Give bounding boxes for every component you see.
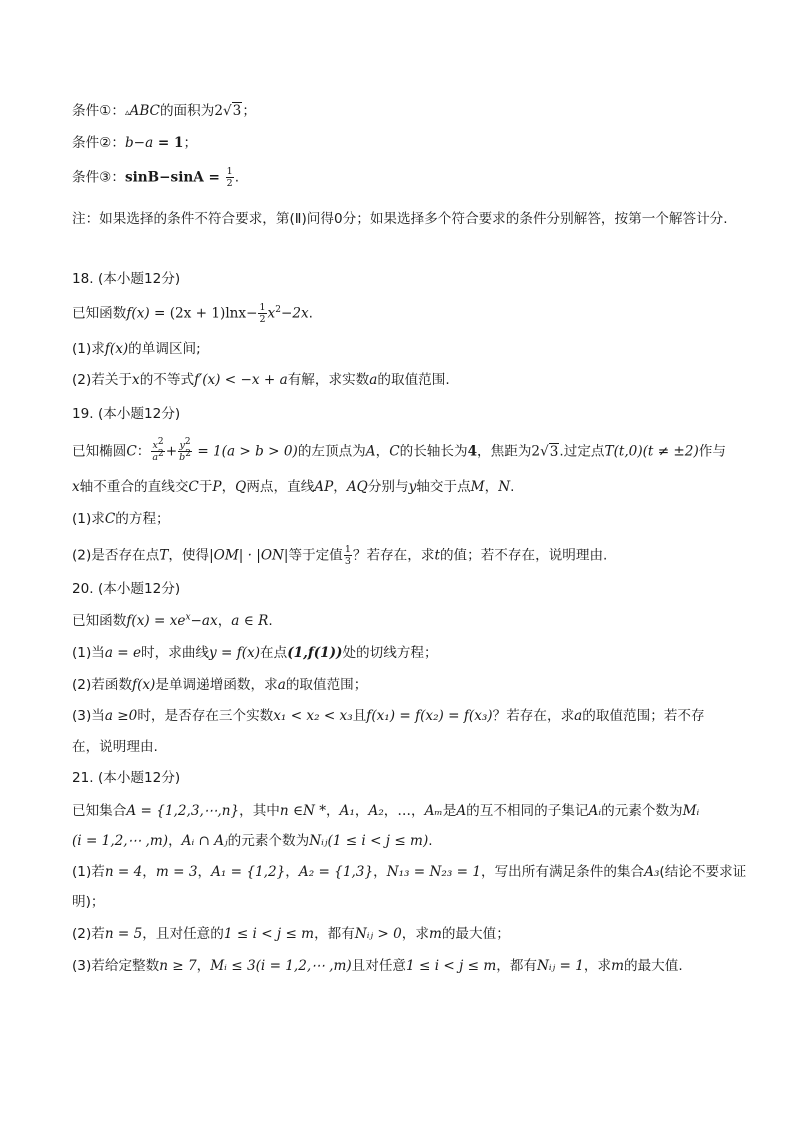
q19-stem-line-1: 已知椭圆C： $\frac{x^2}{a^2}$ + $\frac{y^2}{b^2}$ = 1(a > b > 0)的左顶点为A，C的长轴长为4，焦距为2√3.过定点T(t,0)(t ≠ ±2)作与 (72, 436, 726, 463)
fraction: $\frac{y^2}{b^2}$ (179, 436, 191, 463)
q19-heading: 19. (本小题12分) (72, 406, 181, 422)
q18-part-2: (2)若关于x的不等式f′(x) < −x + a有解，求实数a的取值范围. (72, 372, 450, 388)
q18-part-1: (1)求f(x)的单调区间; (72, 341, 201, 357)
fraction: $\frac{1}{2}$ (259, 302, 266, 325)
q20-part-3: (3)当a ≥0时，是否存在三个实数x₁ < x₂ < x₃且f(x₁) = f(x₂) = f(x₃)？若存在，求a的取值范围；若不存 (72, 708, 705, 724)
fraction: $\frac{1}{2}$ (226, 166, 233, 189)
q20-part-2: (2)若函数f(x)是单调递增函数，求a的取值范围； (72, 677, 368, 693)
q20-part-3-cont: 在，说明理由. (72, 739, 158, 755)
q21-stem-line-1: 已知集合A = {1,2,3,⋯,n}，其中n ∈N *，A₁，A₂，…，Aₘ是A的互不相同的子集记Aᵢ的元素个数为Mᵢ (72, 803, 700, 819)
q19-part-2: (2)是否存在点T，使得|OM| · |ON|等于定值 $\frac{1}{3}$ ？若存在，求t的值；若不存在，说明理由. (72, 544, 608, 567)
q21-heading: 21. (本小题12分) (72, 770, 181, 786)
q21-part-2: (2)若n = 5，且对任意的1 ≤ i < j ≤ m，都有Nᵢⱼ > 0，求m的最大值； (72, 926, 510, 942)
q18-stem: 已知函数f(x) = (2x + 1)lnx− $\frac{1}{2}$ $x^2-2x$. (72, 302, 313, 325)
condition-2: 条件②：b−a = 1； (72, 135, 198, 151)
note-text: 注：如果选择的条件不符合要求，第(Ⅱ)问得0分；如果选择多个符合要求的条件分别解答，按第一个解答计分. (72, 211, 728, 227)
sqrt-expression: 2√3 (531, 443, 559, 460)
q19-part-1: (1)求C的方程； (72, 511, 170, 527)
condition-1: 条件①：▵ABC的面积为2√3； (72, 103, 256, 119)
q21-part-3: (3)若给定整数n ≥ 7，Mᵢ ≤ 3(i = 1,2,⋯ ,m)且对任意1 ≤ i < j ≤ m，都有Nᵢⱼ = 1，求m的最大值. (72, 958, 683, 974)
q18-heading: 18. (本小题12分) (72, 271, 181, 287)
q20-part-1: (1)当a = e时，求曲线y = f(x)在点(1,f(1))处的切线方程； (72, 645, 438, 661)
fraction: $\frac{1}{3}$ (344, 544, 351, 567)
q20-heading: 20. (本小题12分) (72, 581, 181, 597)
q21-part-1-cont: 明)； (72, 894, 105, 910)
q21-stem-line-2: (i = 1,2,⋯ ,m)，Aᵢ ∩ Aⱼ的元素个数为Nᵢⱼ(1 ≤ i < j ≤ m). (72, 833, 433, 849)
q21-part-1: (1)若n = 4，m = 3，A₁ = {1,2}，A₂ = {1,3}，N₁₃ = N₂₃ = 1，写出所有满足条件的集合A₃(结论不要求证 (72, 864, 747, 880)
condition-3: 条件③：sinB−sinA = $\frac{1}{2}$ . (72, 166, 240, 189)
fraction: $\frac{x^2}{a^2}$ (152, 436, 164, 463)
sqrt-expression: 2√3 (214, 103, 242, 119)
q19-stem-line-2: x轴不重合的直线交C于P，Q两点，直线AP，AQ分别与y轴交于点M，N. (72, 479, 515, 495)
q20-stem: 已知函数$f(x) = xe^x-ax$，a ∈ R. (72, 612, 273, 629)
